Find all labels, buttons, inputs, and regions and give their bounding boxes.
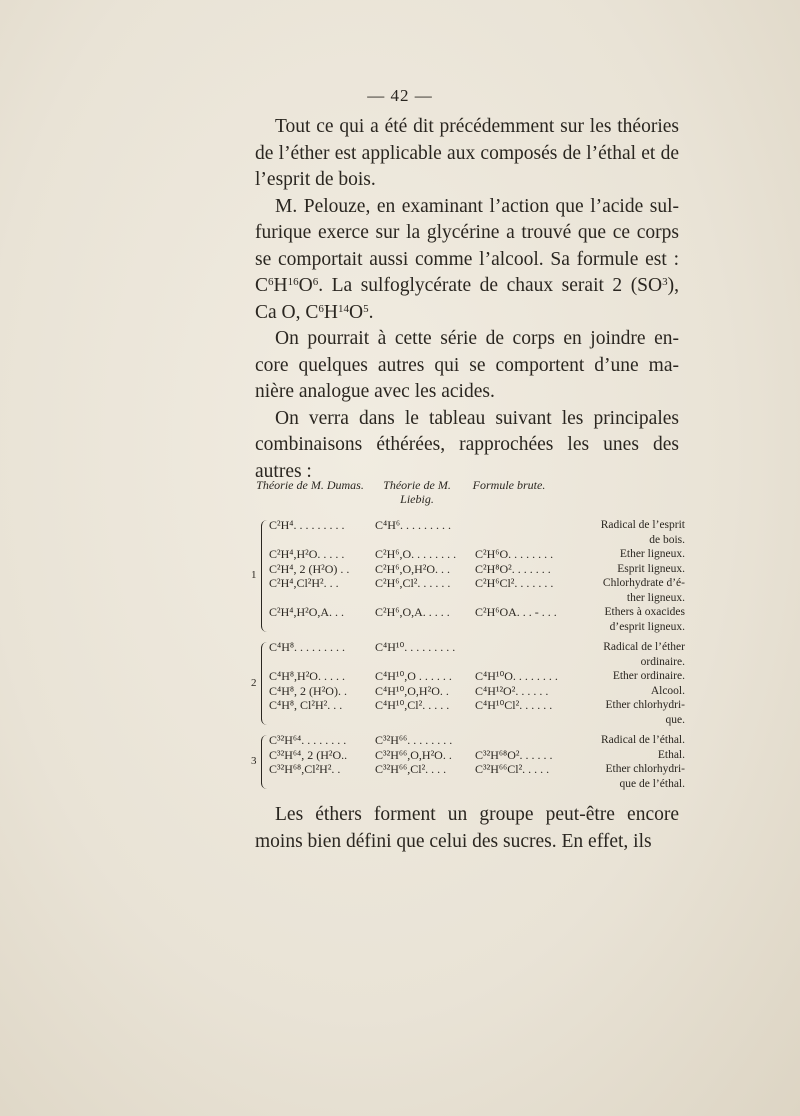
- cell-brute: C⁴H¹⁰Cl². . . . . .: [475, 698, 553, 712]
- table-row: [255, 562, 685, 577]
- cell-dumas: C⁴H⁸, Cl²H². . .: [269, 698, 343, 712]
- paragraph: On pourrait à cette série de corps en joindre en-core quelques autres qui se comportent d’une ma-nière analogue avec les acides.: [255, 328, 679, 402]
- cell-name-continued: ordinaire.: [640, 655, 685, 668]
- group-number: 3: [251, 755, 257, 767]
- cell-name: Alcool.: [650, 684, 685, 697]
- header-liebig: Théorie de M. Liebig.: [383, 478, 451, 506]
- cell-liebig: C³²H⁶⁶,Cl². . . .: [375, 762, 447, 776]
- cell-dumas: C²H⁴,H²O,A. . .: [269, 605, 345, 619]
- cell-name: Radical de l’esprit: [600, 519, 685, 531]
- cell-name: Ether ordinaire.: [612, 670, 685, 682]
- paragraph: M. Pelouze, en examinant l’action que l’acide sul-furique exerce sur la glycérine a trouvé que ce corps se comportait aussi comme l’alcool. Sa formule est : $C^6H^{16}O^6$. La sulfoglycérate de chaux serait 2 $(SO^3)$, Ca O, $C^6H^{14}O^5$.: [255, 195, 679, 323]
- table-row-continuation: [255, 713, 685, 728]
- table-row: [255, 762, 685, 777]
- table-row: [255, 518, 685, 533]
- cell-dumas: C²H⁴,Cl²H². . .: [269, 576, 339, 590]
- cell-dumas: C⁴H⁸. . . . . . . . .: [269, 640, 346, 654]
- cell-liebig: C²H⁶,O,H²O. . .: [375, 561, 451, 576]
- cell-brute: C²H⁸O². . . . . . .: [475, 561, 551, 576]
- paragraph: On verra dans le tableau suivant les principales combinaisons éthérées, rapprochées les unes des autres :: [255, 407, 679, 482]
- table-body: [251, 518, 685, 791]
- group-number: 2: [251, 676, 257, 689]
- table-row: [255, 733, 685, 748]
- cell-dumas: C³²H⁶⁴, 2 (H²O..: [269, 747, 348, 762]
- ether-table: [251, 478, 685, 797]
- cell-brute: C⁴H¹²O². . . . . .: [475, 683, 549, 698]
- table-row-continuation: [255, 777, 685, 792]
- table-row-continuation: [255, 620, 685, 635]
- table-header: [255, 478, 685, 518]
- table-row-continuation: [255, 655, 685, 670]
- cell-liebig: C²H⁶,Cl². . . . . .: [375, 576, 451, 590]
- paragraph: Les éthers forment un groupe peut-être encore moins bien défini que celui des sucres. En effet, ils: [255, 804, 679, 852]
- table-group: [251, 733, 685, 791]
- cell-name: Ethal.: [657, 748, 685, 761]
- cell-liebig: C⁴H¹⁰,O . . . . . .: [375, 669, 452, 683]
- cell-liebig: C⁴H¹⁰,Cl². . . . .: [375, 698, 450, 712]
- table-row: [255, 669, 685, 684]
- body-text-top: [255, 114, 679, 485]
- page-number: — 42 —: [367, 86, 433, 105]
- cell-brute: C⁴H¹⁰O. . . . . . . .: [475, 669, 558, 683]
- header-brute: Formule brute.: [472, 478, 546, 492]
- cell-brute: C²H⁶Cl². . . . . . .: [475, 576, 554, 590]
- table-group: [251, 518, 685, 634]
- cell-name: Radical de l’éthal.: [601, 734, 685, 746]
- table-row: [255, 576, 685, 591]
- cell-brute: C³²H⁶⁶Cl². . . . .: [475, 762, 550, 776]
- header-dumas: Théorie de M. Dumas.: [256, 478, 364, 492]
- cell-brute: C²H⁶OA. . . - . . .: [475, 605, 557, 619]
- paragraph: Tout ce qui a été dit précédemment sur les théories de l’éther est applicable aux composés de l’éthal et de l’esprit de bois.: [255, 116, 679, 190]
- cell-name: Esprit ligneux.: [617, 562, 685, 575]
- table-row-continuation: [255, 533, 685, 548]
- cell-name: Chlorhydrate d’é-: [602, 577, 685, 589]
- body-text-bottom: [255, 802, 679, 855]
- cell-liebig: C³²H⁶⁶,O,H²O. .: [375, 747, 452, 762]
- cell-name: Ether chlorhydri-: [605, 699, 685, 711]
- cell-name-continued: que.: [665, 713, 685, 726]
- table-row: [255, 640, 685, 655]
- table-row: [255, 605, 685, 620]
- cell-brute: C²H⁶O. . . . . . . .: [475, 547, 554, 561]
- table-row-continuation: [255, 591, 685, 606]
- cell-name-continued: de bois.: [649, 533, 685, 546]
- cell-name: Ether ligneux.: [619, 548, 685, 560]
- cell-brute: C³²H⁶⁸O². . . . . .: [475, 747, 553, 762]
- table-row: [255, 684, 685, 699]
- cell-liebig: C³²H⁶⁶. . . . . . . .: [375, 733, 453, 747]
- cell-liebig: C⁴H¹⁰,O,H²O. .: [375, 683, 449, 698]
- cell-name: Ethers à oxacides: [604, 606, 685, 618]
- cell-name-continued: que de l’éthal.: [619, 777, 685, 790]
- cell-dumas: C³²H⁶⁸,Cl²H². .: [269, 762, 341, 776]
- cell-liebig: C⁴H⁶. . . . . . . . .: [375, 518, 452, 532]
- cell-name-continued: d’esprit ligneux.: [609, 620, 685, 633]
- group-number: 1: [251, 569, 257, 581]
- table-row: [255, 547, 685, 562]
- cell-dumas: C²H⁴, 2 (H²O) . .: [269, 561, 350, 576]
- table-row: [255, 748, 685, 763]
- cell-liebig: C⁴H¹⁰. . . . . . . . .: [375, 640, 456, 654]
- table-row: [255, 698, 685, 713]
- cell-name: Radical de l’éther: [603, 641, 685, 653]
- cell-liebig: C²H⁶,O,A. . . . .: [375, 605, 450, 619]
- cell-dumas: C³²H⁶⁴. . . . . . . .: [269, 733, 347, 747]
- table-group: [251, 640, 685, 727]
- cell-name: Ether chlorhydri-: [605, 763, 685, 775]
- cell-name-continued: ther ligneux.: [626, 591, 685, 604]
- cell-dumas: C⁴H⁸, 2 (H²O). .: [269, 683, 347, 698]
- cell-dumas: C⁴H⁸,H²O. . . . .: [269, 669, 345, 683]
- cell-liebig: C²H⁶,O. . . . . . . .: [375, 547, 457, 561]
- cell-dumas: C²H⁴,H²O. . . . .: [269, 547, 345, 561]
- cell-dumas: C²H⁴. . . . . . . . .: [269, 518, 345, 532]
